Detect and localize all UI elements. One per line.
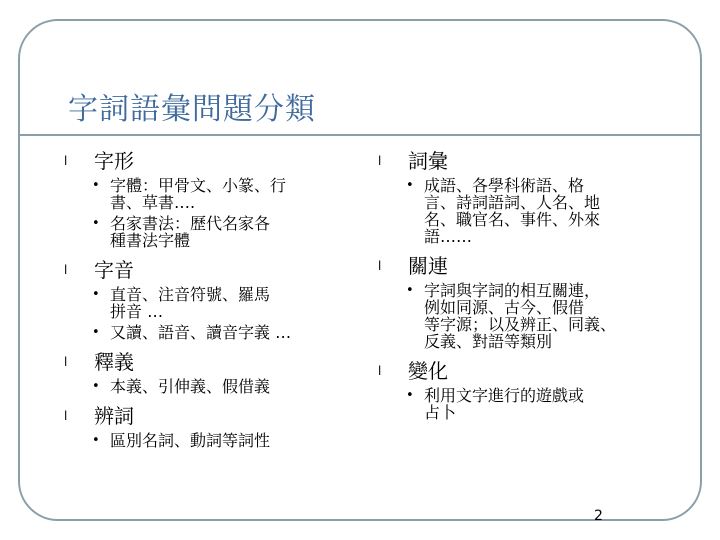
- topic-heading: 詞彙: [408, 149, 448, 173]
- sub-item-text: [110, 324, 364, 341]
- bullet-marker: l: [378, 364, 382, 378]
- bullet-marker: l: [378, 154, 382, 168]
- topic-section: [378, 253, 678, 358]
- sub-item-line: 名家書法：歷代名家各: [110, 214, 271, 233]
- sub-item-line: 言、詩詞語詞、人名、地: [424, 193, 601, 212]
- bullet-marker: l: [64, 355, 68, 369]
- topic-section: [64, 148, 364, 257]
- sub-item: [406, 386, 678, 422]
- sub-bullet-marker: •: [92, 287, 100, 302]
- sub-item-line: 名、職官名、事件、外來: [424, 210, 601, 229]
- sub-item-line: 語……: [424, 227, 473, 246]
- sub-item: [92, 214, 364, 250]
- right-column: [378, 148, 678, 429]
- sub-item-line: 本義、引伸義、假借義: [110, 377, 271, 396]
- topic-heading: 釋義: [94, 350, 134, 374]
- sub-item-line: 拼音 …: [110, 302, 164, 321]
- sub-item-text: [424, 282, 678, 350]
- sub-bullet-marker: •: [406, 388, 414, 403]
- sub-item: [406, 176, 678, 246]
- topic-section: [64, 257, 364, 349]
- topic-section: [378, 148, 678, 253]
- left-column: [64, 148, 364, 457]
- slide-title: 字詞語彙問題分類: [68, 92, 316, 127]
- sub-item-text: [110, 378, 364, 395]
- bullet-marker: l: [64, 154, 68, 168]
- sub-bullet-marker: •: [92, 178, 100, 193]
- sub-item-text: [424, 177, 678, 245]
- page-number: 2: [594, 508, 603, 524]
- title-divider: [20, 134, 700, 136]
- topic-section: [378, 358, 678, 429]
- sub-item-line: 字體：甲骨文、小篆、行: [110, 176, 287, 195]
- sub-item-line: 字詞與字詞的相互關連，: [424, 281, 601, 300]
- topic-heading: 字音: [94, 258, 134, 282]
- bullet-marker: l: [378, 259, 382, 273]
- topic-heading: 字形: [94, 149, 134, 173]
- sub-item-line: 占卜: [424, 403, 457, 422]
- sub-bullet-marker: •: [92, 379, 100, 394]
- bullet-marker: l: [64, 263, 68, 277]
- bullet-marker: l: [64, 409, 68, 423]
- sub-item-line: 成語、各學科術語、格: [424, 176, 585, 195]
- sub-item-text: [110, 215, 364, 249]
- sub-item-line: 又讀、語音、讀音字義 …: [110, 323, 292, 342]
- sub-item-text: [110, 432, 364, 449]
- topic-heading: 辨詞: [94, 404, 134, 428]
- sub-item-line: 利用文字進行的遊戲或: [424, 386, 585, 405]
- sub-item-line: 書、草書….: [110, 193, 196, 212]
- sub-item-text: [110, 286, 364, 320]
- sub-item: [406, 281, 678, 351]
- sub-item: [92, 176, 364, 212]
- topic-section: [64, 349, 364, 403]
- topic-heading: 關連: [408, 254, 448, 278]
- sub-item-line: 反義、對語等類別: [424, 332, 553, 351]
- sub-item-line: 區別名詞、動詞等詞性: [110, 431, 271, 450]
- sub-bullet-marker: •: [92, 216, 100, 231]
- sub-bullet-marker: •: [406, 178, 414, 193]
- topic-section: [64, 403, 364, 457]
- sub-item-text: [110, 177, 364, 211]
- sub-item-line: 等字源；以及辨正、同義、: [424, 315, 617, 334]
- topic-heading: 變化: [408, 359, 448, 383]
- sub-item-line: 直音、注音符號、羅馬: [110, 285, 271, 304]
- sub-item: [92, 285, 364, 321]
- sub-bullet-marker: •: [92, 325, 100, 340]
- sub-item-line: 例如同源、古今、假借: [424, 298, 585, 317]
- sub-item: [92, 377, 364, 396]
- sub-item-text: [424, 387, 678, 421]
- sub-item: [92, 431, 364, 450]
- sub-item-line: 種書法字體: [110, 231, 191, 250]
- sub-bullet-marker: •: [92, 433, 100, 448]
- sub-bullet-marker: •: [406, 283, 414, 298]
- sub-item: [92, 323, 364, 342]
